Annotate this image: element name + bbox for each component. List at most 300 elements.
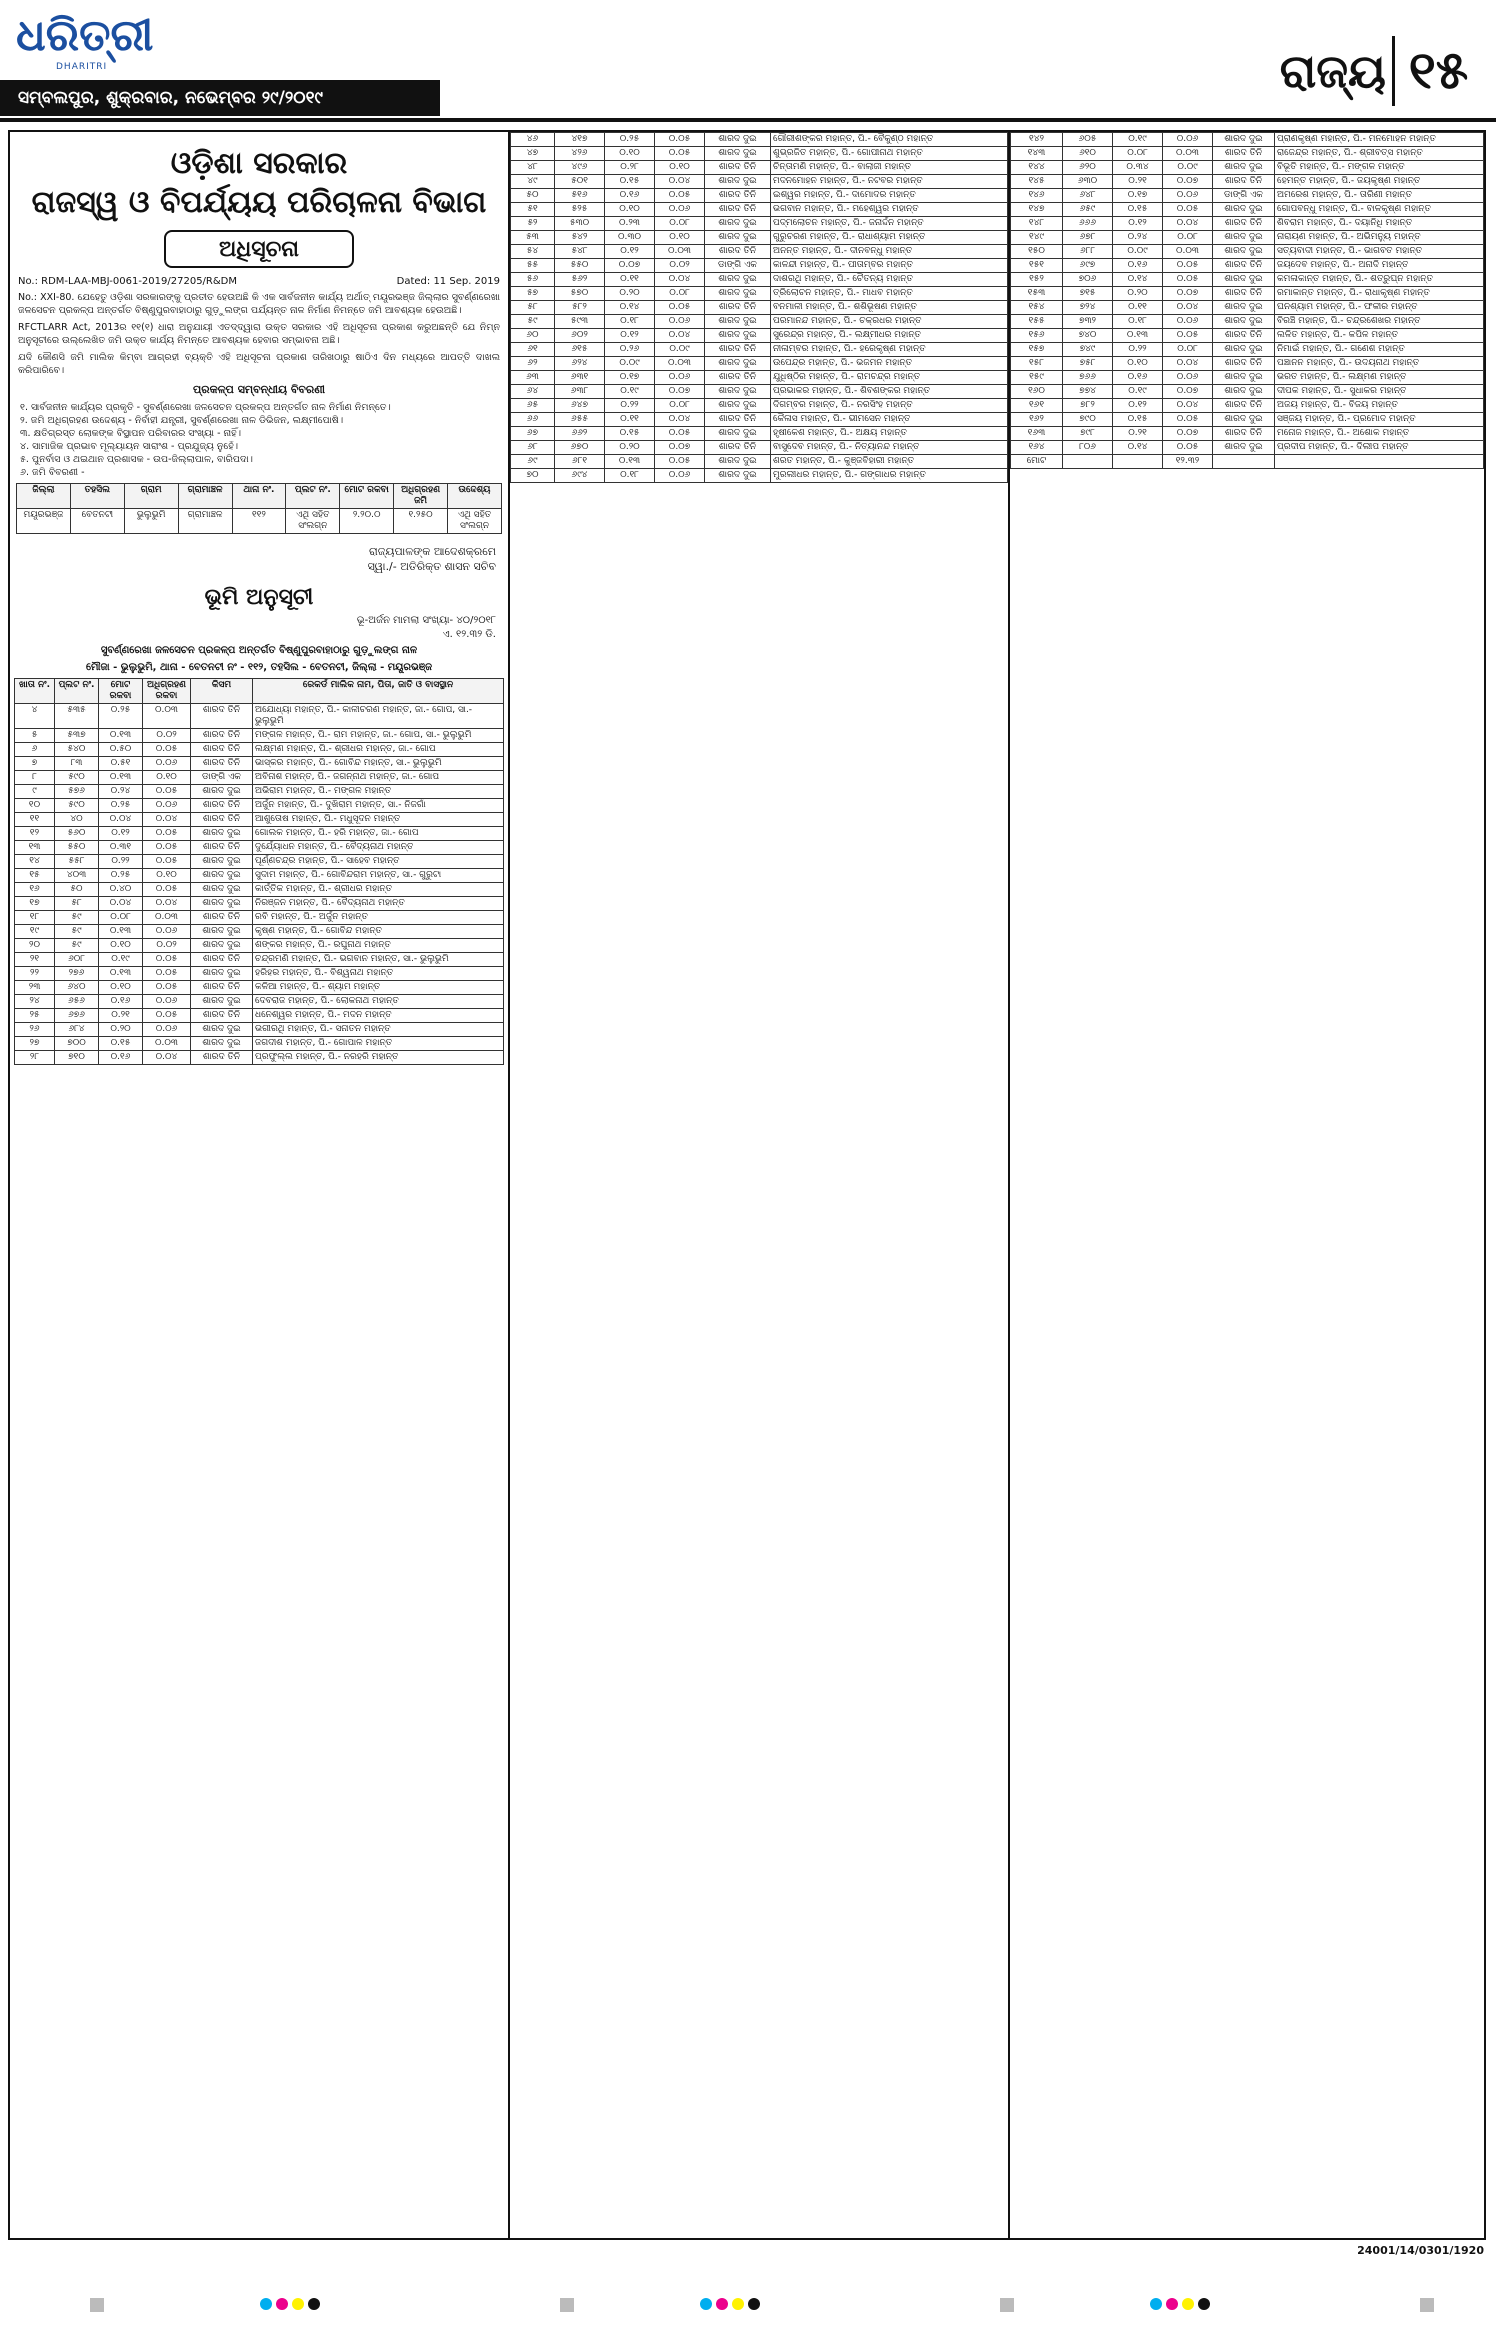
summary-header: ତହସିଲ — [70, 484, 124, 509]
schedule-cell: ୧୧ — [15, 813, 55, 827]
schedule-cell: ୦.୧୪ — [1113, 273, 1163, 287]
schedule-cell: ୫୭୦ — [555, 287, 605, 301]
schedule-cell: ଶାରଦ ଦୁଇ — [1213, 133, 1275, 147]
schedule-cell — [1275, 455, 1484, 469]
schedule-cell: ଶାରଦ ତିନି — [1213, 427, 1275, 441]
schedule-cell: ଶାରଦ ଦୁଇ — [705, 217, 771, 231]
schedule-row — [1011, 329, 1484, 343]
schedule-cell: ୪୨୬ — [555, 147, 605, 161]
summary-cell: ଏଥି ସହିତ ସଂଲଗ୍ନ — [448, 509, 502, 534]
schedule-cell: ୫୭ — [511, 287, 555, 301]
schedule-cell: ୬୧୦ — [1063, 147, 1113, 161]
schedule-cell: ଗୋପବନ୍ଧୁ ମହାନ୍ତ, ପି.- ବାଳକୃଷ୍ଣ ମହାନ୍ତ — [1275, 203, 1484, 217]
schedule-row — [1011, 427, 1484, 441]
schedule-cell: ଦାଶରଥି ମହାନ୍ତ, ପି.- ଚୈତନ୍ୟ ମହାନ୍ତ — [771, 273, 1008, 287]
schedule-cell: ନାରାୟଣ ମହାନ୍ତ, ପି.- ଅଭିମନ୍ୟୁ ମହାନ୍ତ — [1275, 231, 1484, 245]
schedule-row — [511, 287, 1008, 301]
schedule-cell: ୬୫ — [511, 399, 555, 413]
schedule-cell: ୦.୨୩ — [605, 217, 655, 231]
schedule-cell: ୦.୨୬ — [605, 343, 655, 357]
schedule-cell: କାର୍ତ୍ତିକ ମହାନ୍ତ, ପି.- ଶ୍ରୀଧର ମହାନ୍ତ — [253, 883, 504, 897]
schedule-cell: ୪୮ — [511, 161, 555, 175]
schedule-cell: ସୁରେନ୍ଦ୍ର ମହାନ୍ତ, ପି.- ଲକ୍ଷ୍ମୀଧର ମହାନ୍ତ — [771, 329, 1008, 343]
schedule-cell: ୦.୧୮ — [605, 469, 655, 483]
schedule-cell: ଶାରଦ ଦୁଇ — [191, 897, 253, 911]
schedule-cell: ୫୫୦ — [55, 841, 99, 855]
schedule-row — [511, 175, 1008, 189]
notice-column-2 — [510, 132, 1010, 2238]
schedule-cell: ୫୯ — [55, 939, 99, 953]
schedule-cell: ଶାରଦ ତିନି — [1213, 259, 1275, 273]
gray-swatch — [1000, 2298, 1014, 2312]
schedule-cell: ଚିନ୍ତାମଣି ମହାନ୍ତ, ପି.- ବାଲାଜୀ ମହାନ୍ତ — [771, 161, 1008, 175]
schedule-header: ଖାତା ନଂ. — [15, 679, 55, 704]
schedule-cell: ୬୯ — [511, 455, 555, 469]
schedule-cell: ୫୫ — [511, 259, 555, 273]
project-details-list — [10, 401, 508, 479]
project-item: ୧. ସାର୍ବଜନୀନ କାର୍ଯ୍ୟର ପ୍ରକୃତି - ସୁବର୍ଣ୍ଣରେଖା ଜଳସେଚନ ପ୍ରକଳ୍ପ ଅନ୍ତର୍ଗତ ନାଳ ନିର୍ମାଣ ନିମନ୍ତେ। — [20, 402, 391, 413]
yellow-dot — [1182, 2298, 1194, 2310]
schedule-header: ପ୍ଲଟ ନଂ. — [55, 679, 99, 704]
schedule-cell: ୦.୨୫ — [99, 799, 143, 813]
schedule-cell: ୦.୧୪ — [605, 301, 655, 315]
summary-header: ଗ୍ରାମ — [124, 484, 178, 509]
schedule-cell: ୦.୨୧ — [99, 1009, 143, 1023]
schedule-cell: ୬୨୪ — [555, 357, 605, 371]
schedule-cell: ରମାକାନ୍ତ ମହାନ୍ତ, ପି.- ରାଧାକୃଷ୍ଣ ମହାନ୍ତ — [1275, 287, 1484, 301]
schedule-cell: କଳିଆ ମହାନ୍ତ, ପି.- ଶ୍ୟାମ ମହାନ୍ତ — [253, 981, 504, 995]
schedule-cell: ୨୮ — [15, 1051, 55, 1065]
schedule-cell: ୦.୦୮ — [99, 911, 143, 925]
schedule-cell: ଶାରଦ ଦୁଇ — [191, 827, 253, 841]
schedule-cell: ୫୨ — [511, 217, 555, 231]
summary-cell: ଏଥି ସହିତ ସଂଲଗ୍ନ — [286, 509, 340, 534]
project-item: ୫. ପୁନର୍ବାସ ଓ ଥଇଥାନ ପ୍ରଶାସକ - ଉପ-ଜିଲ୍ଲାପାଳ, ବାରିପଦା। — [20, 454, 253, 465]
schedule-header: ରେକର୍ଡ ମାଲିକ ନାମ, ପିତା, ଜାତି ଓ ବାସସ୍ଥାନ — [253, 679, 504, 704]
schedule-cell: ୦.୦୬ — [1163, 315, 1213, 329]
schedule-cell: ୦.୧୧ — [605, 413, 655, 427]
schedule-cell: ଅର୍ଜୁନ ମହାନ୍ତ, ପି.- ଦୁଖିରାମ ମହାନ୍ତ, ସା.- ନିଜଗାଁ — [253, 799, 504, 813]
schedule-cell: ମନୋଜ ମହାନ୍ତ, ପି.- ଅଶୋକ ମହାନ୍ତ — [1275, 427, 1484, 441]
registration-marks — [1000, 2298, 1014, 2312]
schedule-cell: ୧୫୭ — [1011, 343, 1063, 357]
summary-header: ଥାନା ନଂ. — [232, 484, 286, 509]
schedule-cell: ଦିଗମ୍ବର ମହାନ୍ତ, ପି.- ନରସିଂହ ମହାନ୍ତ — [771, 399, 1008, 413]
schedule-cell: ଶାରଦ ଦୁଇ — [191, 883, 253, 897]
schedule-cell: ୭୧୦ — [55, 1051, 99, 1065]
schedule-cell: ୬୮୧ — [555, 455, 605, 469]
schedule-cell: ଶାରଦ ତିନି — [705, 203, 771, 217]
schedule-cell: ଶାରଦ ଦୁଇ — [705, 385, 771, 399]
government-notice — [8, 130, 1486, 2240]
schedule-cell: ଯୁଧିଷ୍ଠିର ମହାନ୍ତ, ପି.- ରାମଚନ୍ଦ୍ର ମହାନ୍ତ — [771, 371, 1008, 385]
schedule-cell — [1213, 455, 1275, 469]
schedule-cell: ୦.୦୨ — [655, 259, 705, 273]
schedule-cell: ୨୩ — [15, 981, 55, 995]
schedule-cell: ୦.୧୭ — [1113, 189, 1163, 203]
notification-heading: ଅଧିସୂଚନା — [164, 230, 354, 268]
schedule-cell: ୦.୧୫ — [99, 1037, 143, 1051]
schedule-cell: ୪୦ — [55, 813, 99, 827]
schedule-cell: ଶାରଦ ତିନି — [1213, 329, 1275, 343]
schedule-cell: ୦.୨୦ — [1113, 287, 1163, 301]
schedule-cell: ଶାରଦ ଦୁଇ — [1213, 371, 1275, 385]
schedule-cell: ଶାରଦ ଦୁଇ — [705, 147, 771, 161]
schedule-cell: ୦.୧୨ — [605, 329, 655, 343]
schedule-cell: ମୋଟ — [1011, 455, 1063, 469]
schedule-cell: ୬୦୫ — [1063, 133, 1113, 147]
schedule-cell: ୦.୦୩ — [1163, 245, 1213, 259]
schedule-row — [15, 813, 504, 827]
schedule-cell: ଲକ୍ଷ୍ମଣ ମହାନ୍ତ, ପି.- ଶ୍ରୀଧର ମହାନ୍ତ, ଜା.- ଗୋପ — [253, 743, 504, 757]
schedule-cell: ୧୪୯ — [1011, 231, 1063, 245]
schedule-cell: ୦.୦୬ — [143, 757, 191, 771]
schedule-cell: ୨୭ — [15, 1037, 55, 1051]
schedule-cell: ଶାରଦ ଦୁଇ — [705, 231, 771, 245]
schedule-cell: ୨୧ — [15, 953, 55, 967]
schedule-row — [15, 897, 504, 911]
schedule-cell: ୦.୦୬ — [1163, 133, 1213, 147]
schedule-cell: ୦.୧୦ — [99, 939, 143, 953]
schedule-cell: ୦.୦୩ — [143, 704, 191, 729]
newspaper-logo — [16, 10, 196, 70]
schedule-cell: ୦.୧୮ — [1113, 315, 1163, 329]
schedule-cell: ୬୭ — [511, 427, 555, 441]
schedule-cell: ୦.୧୩ — [99, 925, 143, 939]
schedule-cell: ୦.୦୫ — [143, 1009, 191, 1023]
schedule-cell: ୦.୦୪ — [1163, 301, 1213, 315]
schedule-cell: ୦.୦୩ — [143, 1037, 191, 1051]
schedule-row — [511, 203, 1008, 217]
schedule-cell: ୬୯୭ — [1063, 259, 1113, 273]
schedule-cell: ୬୪୭ — [555, 399, 605, 413]
summary-row — [17, 509, 502, 534]
schedule-row — [511, 469, 1008, 483]
schedule-cell: ୫୩୫ — [55, 704, 99, 729]
schedule-row — [1011, 385, 1484, 399]
schedule-row — [15, 785, 504, 799]
logo-text: ଧରିତ୍ରୀ — [16, 10, 154, 61]
schedule-cell: ୧୪୮ — [1011, 217, 1063, 231]
schedule-cell: ୦.୦୩ — [655, 357, 705, 371]
schedule-row — [511, 133, 1008, 147]
black-dot — [1198, 2298, 1210, 2310]
black-dot — [748, 2298, 760, 2310]
schedule-cell: ୮୩ — [55, 757, 99, 771]
schedule-cell: ୦.୧୩ — [1113, 329, 1163, 343]
schedule-cell: ୦.୦୭ — [605, 259, 655, 273]
schedule-cell: ୦.୧୨ — [1113, 217, 1163, 231]
schedule-row — [1011, 455, 1484, 469]
schedule-cell: ଶାରଦ ଦୁଇ — [191, 1037, 253, 1051]
schedule-cell: ବାସୁଦେବ ମହାନ୍ତ, ପି.- ନିତ୍ୟାନନ୍ଦ ମହାନ୍ତ — [771, 441, 1008, 455]
schedule-row — [1011, 343, 1484, 357]
schedule-cell: ଶାରଦ ତିନି — [191, 841, 253, 855]
schedule-cell: ୦.୦୮ — [655, 399, 705, 413]
schedule-cell: ୦.୧୧ — [1113, 301, 1163, 315]
schedule-cell: ୦.୧୦ — [1113, 357, 1163, 371]
schedule-cell: ଶାରଦ ଦୁଇ — [191, 855, 253, 869]
signature-name: ସ୍ୱା./- ଅତିରିକ୍ତ ଶାସନ ସଚିବ — [367, 560, 496, 573]
schedule-cell: ୪୯୬ — [555, 161, 605, 175]
project-details-heading: ପ୍ରକଳ୍ପ ସମ୍ବନ୍ଧୀୟ ବିବରଣୀ — [193, 383, 325, 396]
schedule-cell: ୬୬୬ — [1063, 217, 1113, 231]
advertisement-ref-code: 24001/14/0301/1920 — [1357, 2244, 1484, 2257]
schedule-cell: ୫୪୮ — [555, 245, 605, 259]
schedule-cell: ୦.୦୪ — [99, 897, 143, 911]
schedule-cell: ୦.୦୭ — [1163, 287, 1213, 301]
schedule-row — [15, 743, 504, 757]
schedule-cell: ୦.୨୦ — [605, 441, 655, 455]
schedule-cell: ୦.୧୧ — [605, 273, 655, 287]
schedule-cell: ୫୩୦ — [555, 217, 605, 231]
schedule-row — [15, 953, 504, 967]
schedule-cell: ଶାରଦ ଦୁଇ — [191, 939, 253, 953]
schedule-cell: ୭ — [15, 757, 55, 771]
schedule-cell: ୦.୦୫ — [143, 953, 191, 967]
schedule-cell: ୪୦୩ — [55, 869, 99, 883]
schedule-cell: ୦.୦୫ — [143, 883, 191, 897]
schedule-cell: ଶାରଦ ଦୁଇ — [191, 995, 253, 1009]
schedule-row — [511, 455, 1008, 469]
schedule-cell: ୬୭୦ — [555, 441, 605, 455]
schedule-cell: ଆଶୁତୋଷ ମହାନ୍ତ, ପି.- ମଧୁସୂଦନ ମହାନ୍ତ — [253, 813, 504, 827]
schedule-cell: ୧୬୦ — [1011, 385, 1063, 399]
schedule-cell: ୪୯ — [511, 175, 555, 189]
summary-header-row — [17, 484, 502, 509]
schedule-cell: ୧୦ — [15, 799, 55, 813]
schedule-cell: ଶାରଦ ତିନି — [191, 981, 253, 995]
schedule-row — [511, 259, 1008, 273]
schedule-row — [1011, 413, 1484, 427]
schedule-row — [15, 1051, 504, 1065]
registration-marks — [1420, 2298, 1434, 2312]
schedule-cell: ମଦନମୋହନ ମହାନ୍ତ, ପି.- ନଟବର ମହାନ୍ତ — [771, 175, 1008, 189]
schedule-cell: ୦.୦୫ — [655, 133, 705, 147]
schedule-cell: ୨୫ — [15, 1009, 55, 1023]
land-schedule-table-1 — [14, 678, 504, 1065]
schedule-cell: ୭୬୬ — [1063, 371, 1113, 385]
schedule-cell: ୧୪ — [15, 855, 55, 869]
schedule-cell: ୦.୩୦ — [605, 231, 655, 245]
schedule-row — [1011, 287, 1484, 301]
schedule-cell: ହେମନ୍ତ ମହାନ୍ତ, ପି.- ଜୟକୃଷ୍ଣ ମହାନ୍ତ — [1275, 175, 1484, 189]
schedule-row — [511, 427, 1008, 441]
schedule-cell: ବିରଞ୍ଚି ମହାନ୍ତ, ପି.- ଚନ୍ଦ୍ରଶେଖର ମହାନ୍ତ — [1275, 315, 1484, 329]
schedule-cell: ଶାରଦ ତିନି — [191, 757, 253, 771]
schedule-cell: ଦୀପକ ମହାନ୍ତ, ପି.- ସୁଧାକର ମହାନ୍ତ — [1275, 385, 1484, 399]
government-title: ଓଡ଼ିଶା ସରକାର — [170, 146, 348, 181]
schedule-cell: ୦.୦୩ — [1163, 147, 1213, 161]
schedule-cell: ୦.୦୫ — [143, 855, 191, 869]
schedule-cell: ୦.୦୫ — [655, 189, 705, 203]
schedule-row — [511, 399, 1008, 413]
yellow-dot — [732, 2298, 744, 2310]
schedule-row — [1011, 203, 1484, 217]
schedule-cell: ୦.୨୪ — [1113, 231, 1163, 245]
schedule-cell: ୦.୦୫ — [143, 981, 191, 995]
schedule-cell: ୦.୦୬ — [143, 799, 191, 813]
schedule-description: ସୁବର୍ଣ୍ଣରେଖା ଜଳସେଚନ ପ୍ରକଳ୍ପ ଅନ୍ତର୍ଗତ ବିଷ୍ଣୁପୁରବାହାଠାରୁ ଗୁଡ଼ୁଲଙ୍ଗ ନାଳ — [100, 645, 418, 656]
summary-cell: ଭୁଲୁଭୁମି — [124, 509, 178, 534]
schedule-cell: ୧୪୭ — [1011, 203, 1063, 217]
schedule-cell: ୦.୫୦ — [99, 743, 143, 757]
schedule-cell: ଧନେଶ୍ୱର ମହାନ୍ତ, ପି.- ମଦନ ମହାନ୍ତ — [253, 1009, 504, 1023]
schedule-cell: ୦.୧୦ — [99, 981, 143, 995]
schedule-cell: ୬୪୦ — [55, 981, 99, 995]
schedule-cell: ଅନନ୍ତ ମହାନ୍ତ, ପି.- ଦୀନବନ୍ଧୁ ମହାନ୍ତ — [771, 245, 1008, 259]
summary-cell: ମୟୂରଭଞ୍ଜ — [17, 509, 71, 534]
schedule-cell: ୦.୧୦ — [605, 203, 655, 217]
section-label: ରାଜ୍ୟ — [1279, 44, 1386, 98]
schedule-cell: ୬୬ — [511, 413, 555, 427]
schedule-cell: ଶାରଦ ତିନି — [1213, 357, 1275, 371]
schedule-cell: ୦.୦୨ — [143, 939, 191, 953]
masthead — [0, 0, 1496, 120]
schedule-cell: ୧୪୩ — [1011, 147, 1063, 161]
schedule-cell: ୦.୦୫ — [143, 967, 191, 981]
schedule-cell: କୈଳାସ ମହାନ୍ତ, ପି.- ଭୀମସେନ ମହାନ୍ତ — [771, 413, 1008, 427]
schedule-cell: ୯ — [15, 785, 55, 799]
schedule-cell: ସୁଦାମ ମହାନ୍ତ, ପି.- ଗୋବିନ୍ଦରାମ ମହାନ୍ତ, ସା.- ଗୁରୁଟା — [253, 869, 504, 883]
schedule-header: ମୋଟ ରକବା — [99, 679, 143, 704]
schedule-cell: ଶାରଦ ତିନି — [1213, 217, 1275, 231]
schedule-cell: ୨୬ — [15, 1023, 55, 1037]
summary-cell: ଗ୍ରାମାଞ୍ଚଳ — [178, 509, 232, 534]
magenta-dot — [716, 2298, 728, 2310]
schedule-cell: ୫୮ — [511, 301, 555, 315]
schedule-row — [511, 441, 1008, 455]
schedule-cell: ୫୯ — [55, 911, 99, 925]
schedule-cell: ୭୦୬ — [1063, 273, 1113, 287]
schedule-cell: ୦.୦୮ — [655, 217, 705, 231]
land-summary-table — [16, 483, 502, 534]
schedule-cell: ୬୦ — [511, 329, 555, 343]
schedule-cell: ଶାରଦ ତିନି — [705, 343, 771, 357]
schedule-cell: ୧୮ — [15, 911, 55, 925]
schedule-cell: ଶାରଦ ଦୁଇ — [1213, 315, 1275, 329]
schedule-cell: ଇଶ୍ୱର ମହାନ୍ତ, ପି.- ଦାମୋଦର ମହାନ୍ତ — [771, 189, 1008, 203]
schedule-cell: ନୀଳାମ୍ବର ମହାନ୍ତ, ପି.- ହରେକୃଷ୍ଣ ମହାନ୍ତ — [771, 343, 1008, 357]
schedule-cell: ହୃଷୀକେଶ ମହାନ୍ତ, ପି.- ଅକ୍ଷୟ ମହାନ୍ତ — [771, 427, 1008, 441]
schedule-location: ମୌଜା - ଭୁଲୁଭୁମି, ଥାନା - ବେତନଟୀ ନଂ - ୧୧୨, ତହସିଲ - ବେତନଟୀ, ଜିଲ୍ଲା - ମୟୂରଭଞ୍ଜ — [85, 662, 433, 673]
summary-header: ଅଧିଗ୍ରହଣ ଜମି — [394, 484, 448, 509]
notice-column-1 — [10, 132, 510, 2238]
schedule-row — [1011, 301, 1484, 315]
schedule-cell: ୫୬୨ — [555, 273, 605, 287]
schedule-cell: ଶାରଦ ତିନି — [705, 245, 771, 259]
schedule-cell: ୨୭୬ — [55, 967, 99, 981]
schedule-cell: ଅଭିରାମ ମହାନ୍ତ, ପି.- ମଙ୍ଗଳ ମହାନ୍ତ — [253, 785, 504, 799]
schedule-row — [1011, 315, 1484, 329]
schedule-row — [511, 189, 1008, 203]
schedule-cell: ଜଗଦୀଶ ମହାନ୍ତ, ପି.- ଗୋପାଳ ମହାନ୍ତ — [253, 1037, 504, 1051]
schedule-cell: ୬୫୬ — [55, 995, 99, 1009]
schedule-row — [1011, 175, 1484, 189]
land-schedule-table-3 — [1010, 132, 1484, 469]
schedule-cell: ୦.୨୫ — [605, 133, 655, 147]
schedule-cell: ଶାରଦ ଦୁଇ — [1213, 343, 1275, 357]
schedule-row — [511, 315, 1008, 329]
schedule-cell: ୬୫୫ — [555, 413, 605, 427]
schedule-cell: ୧୯ — [15, 925, 55, 939]
schedule-cell: ଶାରଦ ଦୁଇ — [191, 925, 253, 939]
schedule-cell: ୬୨୦ — [1063, 161, 1113, 175]
schedule-cell: ୬୮ — [511, 441, 555, 455]
schedule-cell: ୦.୦୫ — [655, 455, 705, 469]
schedule-cell: ୦.୦୯ — [655, 343, 705, 357]
schedule-cell: ୦.୦୩ — [655, 245, 705, 259]
schedule-cell: ୦.୨୮ — [605, 161, 655, 175]
schedule-cell: ୦.୦୮ — [1163, 231, 1213, 245]
schedule-cell: ୧୬୨ — [1011, 413, 1063, 427]
schedule-cell: ୧୫୨ — [1011, 273, 1063, 287]
schedule-row — [15, 704, 504, 729]
schedule-cell: ୦.୧୩ — [99, 771, 143, 785]
schedule-cell: ୦.୧୩ — [99, 967, 143, 981]
schedule-cell: ୪୬ — [511, 133, 555, 147]
schedule-row — [1011, 133, 1484, 147]
cyan-dot — [700, 2298, 712, 2310]
summary-header: ଜିଲ୍ଲା — [17, 484, 71, 509]
schedule-cell: ୦.୦୫ — [1163, 273, 1213, 287]
schedule-cell: ଶାରଦ ତିନି — [191, 911, 253, 925]
summary-header: ଗ୍ରାମାଞ୍ଚଳ — [178, 484, 232, 509]
schedule-cell: ୦.୦୪ — [1163, 357, 1213, 371]
schedule-row — [1011, 357, 1484, 371]
schedule-cell: ରାଜେନ୍ଦ୍ର ମହାନ୍ତ, ପି.- ଶ୍ରୀବତ୍ସ ମହାନ୍ତ — [1275, 147, 1484, 161]
schedule-row — [15, 729, 504, 743]
schedule-cell: ୭୫୮ — [1063, 357, 1113, 371]
schedule-row — [15, 1037, 504, 1051]
schedule-cell: ୦.୦୮ — [1113, 147, 1163, 161]
schedule-cell: ଡାଙ୍ଗି ଏକ — [1213, 189, 1275, 203]
schedule-row — [511, 301, 1008, 315]
schedule-row — [15, 1023, 504, 1037]
schedule-cell: ୬୯୪ — [555, 469, 605, 483]
reference-row — [10, 274, 508, 289]
schedule-cell: ୦.୨୦ — [605, 287, 655, 301]
schedule-header-row — [15, 679, 504, 704]
schedule-cell: ଅଯୋଧ୍ୟା ମହାନ୍ତ, ପି.- କାଳୀଚରଣ ମହାନ୍ତ, ଜା.- ଗୋପ, ସା.- ଭୁଲୁଭୁମି — [253, 704, 504, 729]
schedule-cell: ଶାରଦ ଦୁଇ — [1213, 385, 1275, 399]
schedule-cell: ୪୭ — [511, 147, 555, 161]
schedule-cell: ବନମାଳୀ ମହାନ୍ତ, ପି.- ଶଶିଭୂଷଣ ମହାନ୍ତ — [771, 301, 1008, 315]
schedule-cell: ପଦ୍ମଲୋଚନ ମହାନ୍ତ, ପି.- ଜନାର୍ଦ୍ଦନ ମହାନ୍ତ — [771, 217, 1008, 231]
schedule-cell: ୦.୧୦ — [605, 147, 655, 161]
schedule-cell: ପ୍ରାଣକୃଷ୍ଣ ମହାନ୍ତ, ପି.- ମନମୋହନ ମହାନ୍ତ — [1275, 133, 1484, 147]
land-schedule-table-2 — [510, 132, 1008, 483]
schedule-row — [511, 357, 1008, 371]
schedule-cell: ଶାରଦ ଦୁଇ — [705, 357, 771, 371]
schedule-cell: ୦.୦୭ — [655, 385, 705, 399]
summary-cell: ୨.୨୦.୦ — [340, 509, 394, 534]
schedule-row — [15, 869, 504, 883]
schedule-cell: ୦.୧୨ — [1113, 399, 1163, 413]
schedule-cell: ୦.୦୪ — [1163, 217, 1213, 231]
schedule-cell: ଶାରଦ ଦୁଇ — [705, 427, 771, 441]
schedule-cell: ୭୦୦ — [55, 1037, 99, 1051]
schedule-cell: ଶାରଦ ଦୁଇ — [705, 455, 771, 469]
schedule-cell: ଶାରଦ ଦୁଇ — [1213, 231, 1275, 245]
schedule-cell: ଭାସ୍କର ମହାନ୍ତ, ପି.- ଗୋବିନ୍ଦ ମହାନ୍ତ, ସା.- ଭୁଲୁଭୁମି — [253, 757, 504, 771]
schedule-cell: ୦.୦୪ — [143, 897, 191, 911]
schedule-row — [15, 981, 504, 995]
schedule-row — [15, 925, 504, 939]
schedule-row — [15, 827, 504, 841]
schedule-cell: ୦.୦୬ — [143, 995, 191, 1009]
schedule-cell: ୦.୦୫ — [1163, 259, 1213, 273]
